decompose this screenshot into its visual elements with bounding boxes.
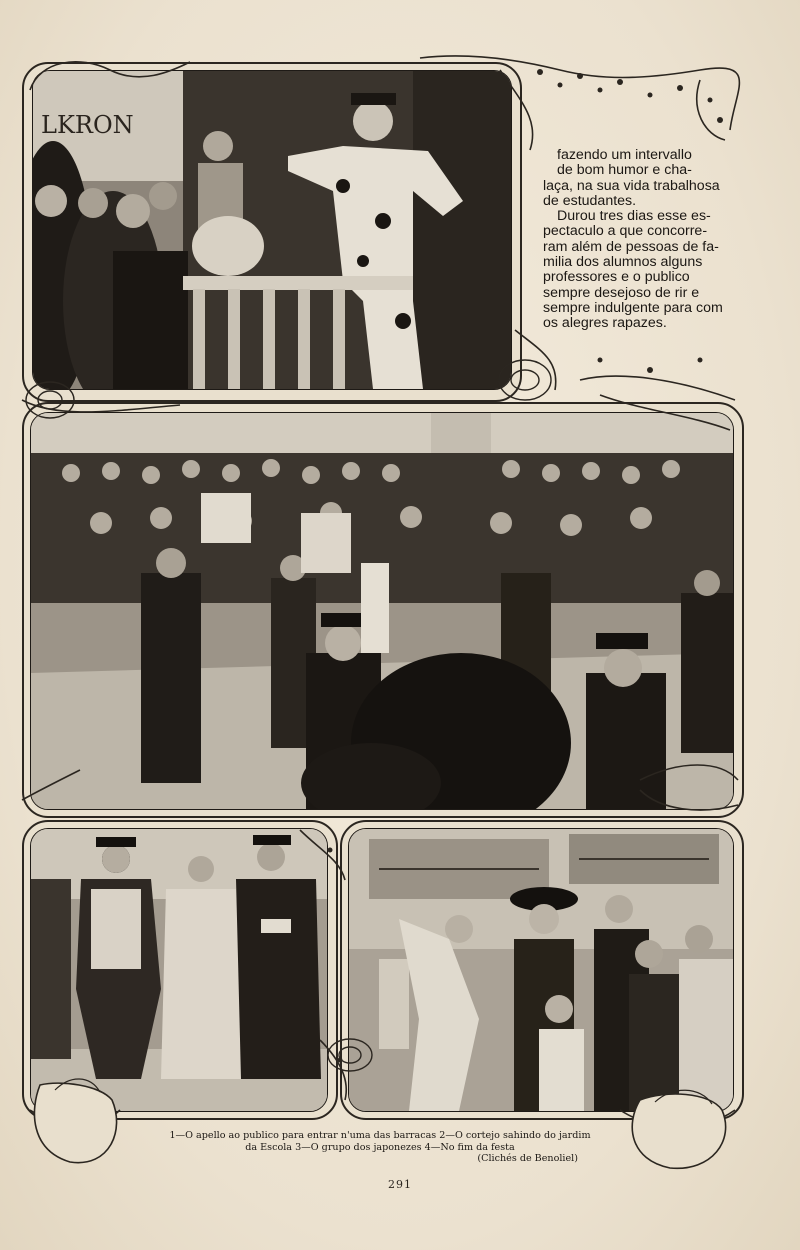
photo-1-barracas bbox=[32, 70, 512, 390]
caption-line-1: 1—O apello ao publico para entrar n'uma das barracas 2—O cortejo sahindo do jardim bbox=[169, 1130, 591, 1141]
article-line: os alegres rapazes. bbox=[543, 315, 667, 332]
article-line: sempre desejoso de rir e bbox=[543, 284, 700, 301]
article-line: pectaculo a que concorre- bbox=[543, 223, 708, 240]
photo-credit: (Clichés de Benoliel) bbox=[477, 1153, 578, 1164]
article-line: Durou tres dias esse es- bbox=[557, 208, 711, 225]
article-line: milia dos alumnos alguns bbox=[543, 254, 703, 271]
page-number: 291 bbox=[388, 1178, 412, 1191]
article-line: de bom humor e cha- bbox=[557, 162, 692, 179]
photo-4-fim-da-festa bbox=[348, 828, 734, 1112]
caption-line-2: da Escola 3—O grupo dos japonezes 4—No fim da festa bbox=[245, 1141, 515, 1153]
article-line: de estudantes. bbox=[543, 192, 637, 209]
photo-3-japonezes bbox=[30, 828, 328, 1112]
article-line: fazendo um intervallo bbox=[557, 147, 692, 163]
article-line: sempre indulgente para com bbox=[543, 299, 723, 316]
photo-caption bbox=[130, 1130, 630, 1165]
article-line: ram além de pessoas de fa- bbox=[543, 238, 719, 255]
article-line: laça, na sua vida trabalhosa bbox=[543, 177, 720, 194]
article-text bbox=[543, 148, 748, 332]
sign-text: LKRON bbox=[41, 111, 134, 139]
photo-2-cortejo bbox=[30, 412, 734, 810]
article-line: professores e o publico bbox=[543, 269, 690, 286]
